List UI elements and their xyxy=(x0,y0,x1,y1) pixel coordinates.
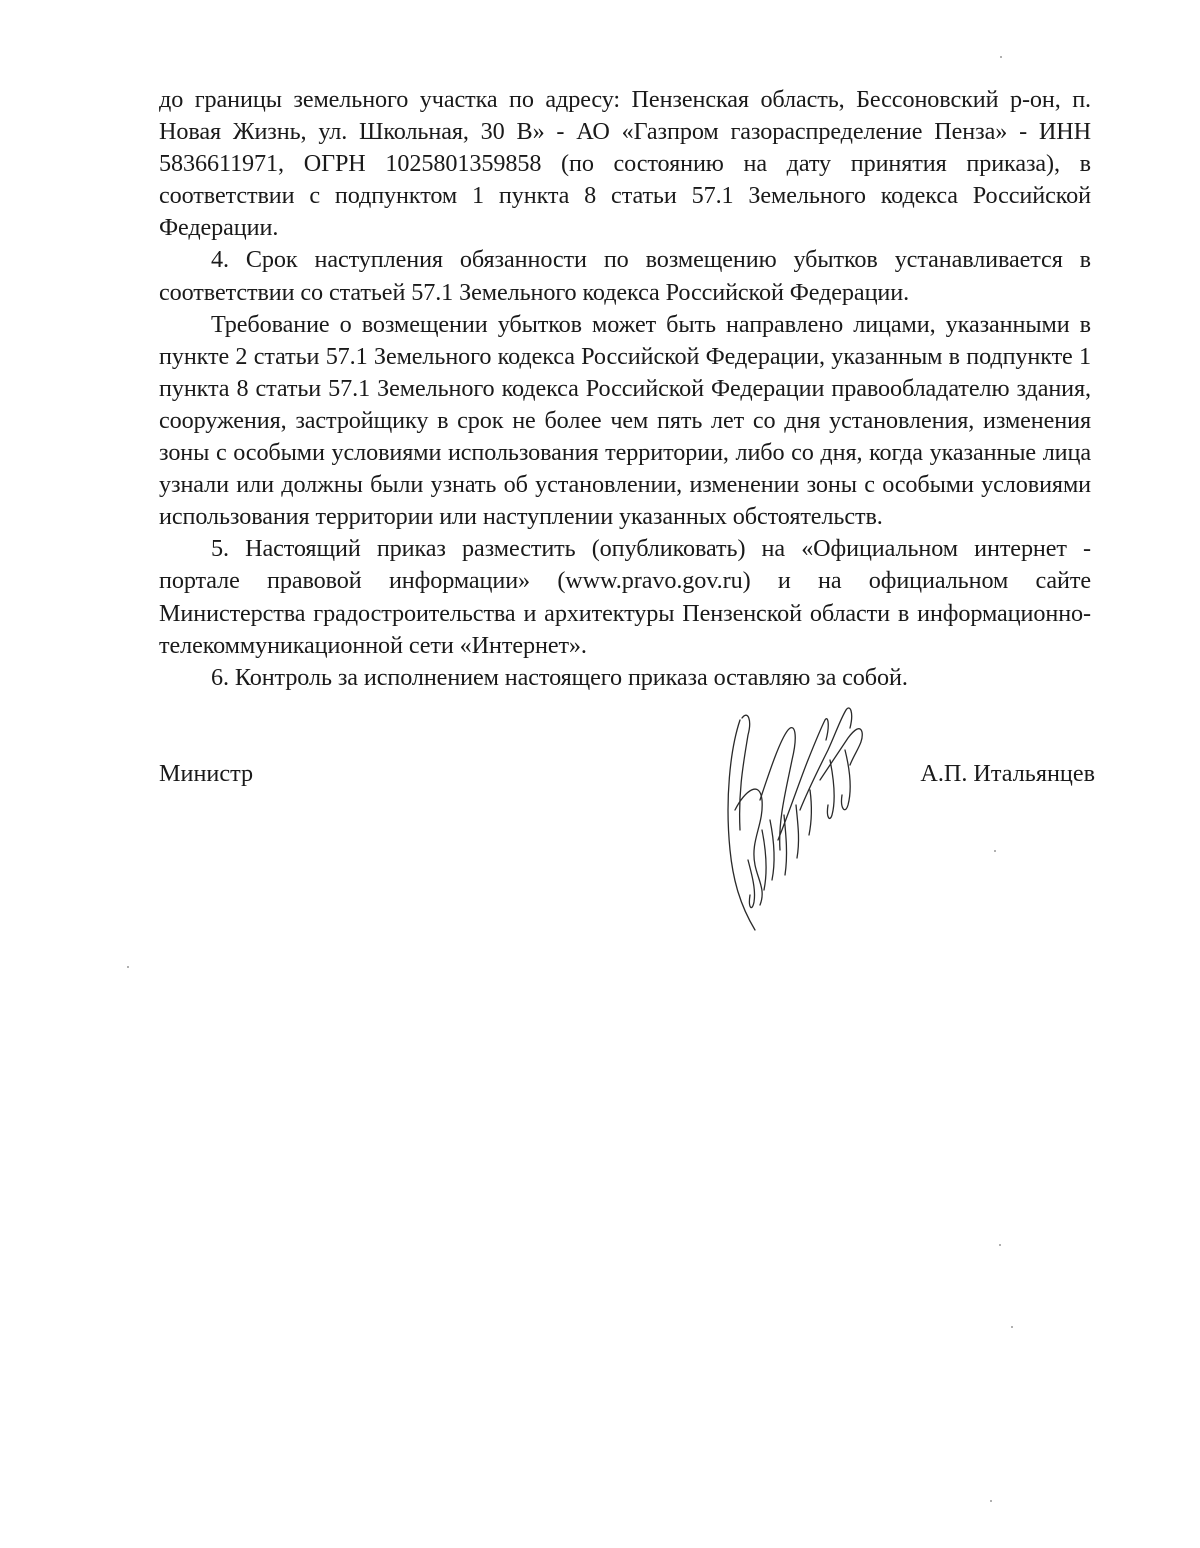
scan-speck xyxy=(1011,1326,1013,1328)
paragraph-item-4: 4. Срок наступления обязанности по возмещению убытков устанавливается в соответствии со статьей 57.1 Земельного кодекса Российской Федерации. xyxy=(159,246,1091,306)
document-body xyxy=(159,84,1091,694)
scan-speck xyxy=(994,850,996,852)
paragraph-item-6: 6. Контроль за исполнением настоящего приказа оставляю за собой. xyxy=(211,663,908,691)
handwritten-signature xyxy=(700,690,880,940)
paragraph-damages-claim: Требование о возмещении убытков может быть направлено лицами, указанными в пункте 2 статьи 57.1 Земельного кодекса Российской Федерации, указанным в подпункте 1 пункта 8 статьи 57.1 Земельного кодекса Российской Федерации правообладателю здания, сооружения, застройщику в срок не более чем пять лет со дня установления, изменения зоны с особыми условиями использования территории, либо со дня, когда указанные лица узнали или должны были узнать об установлении, изменении зоны с особыми условиями использования территории или наступлении указанных обстоятельств. xyxy=(159,310,1091,531)
scan-speck xyxy=(1000,56,1002,58)
scan-speck xyxy=(999,1244,1001,1246)
signatory-title: Министр xyxy=(159,760,254,787)
paragraph-continuation: до границы земельного участка по адресу: Пензенская область, Бессоновский р-он, п. Новая Жизнь, ул. Школьная, 30 В» - АО «Газпром газораспределение Пенза» - ИНН 5836611971, ОГРН 1025801359858 (по состоянию на дату принятия приказа), в соответствии с подпунктом 1 пункта 8 статьи 57.1 Земельного кодекса Российской Федерации. xyxy=(159,86,1091,242)
paragraph-item-5: 5. Настоящий приказ разместить (опубликовать) на «Официальном интернет - портале правовой информации» (www.pravo.gov.ru) и на официальном сайте Министерства градостроительства и архитектуры Пензенской области в информационно-телекоммуникационной сети «Интернет». xyxy=(159,535,1091,659)
signature-block xyxy=(159,758,1095,798)
scan-speck xyxy=(990,1500,992,1502)
signatory-name: А.П. Итальянцев xyxy=(920,760,1095,787)
scan-speck xyxy=(127,966,129,968)
